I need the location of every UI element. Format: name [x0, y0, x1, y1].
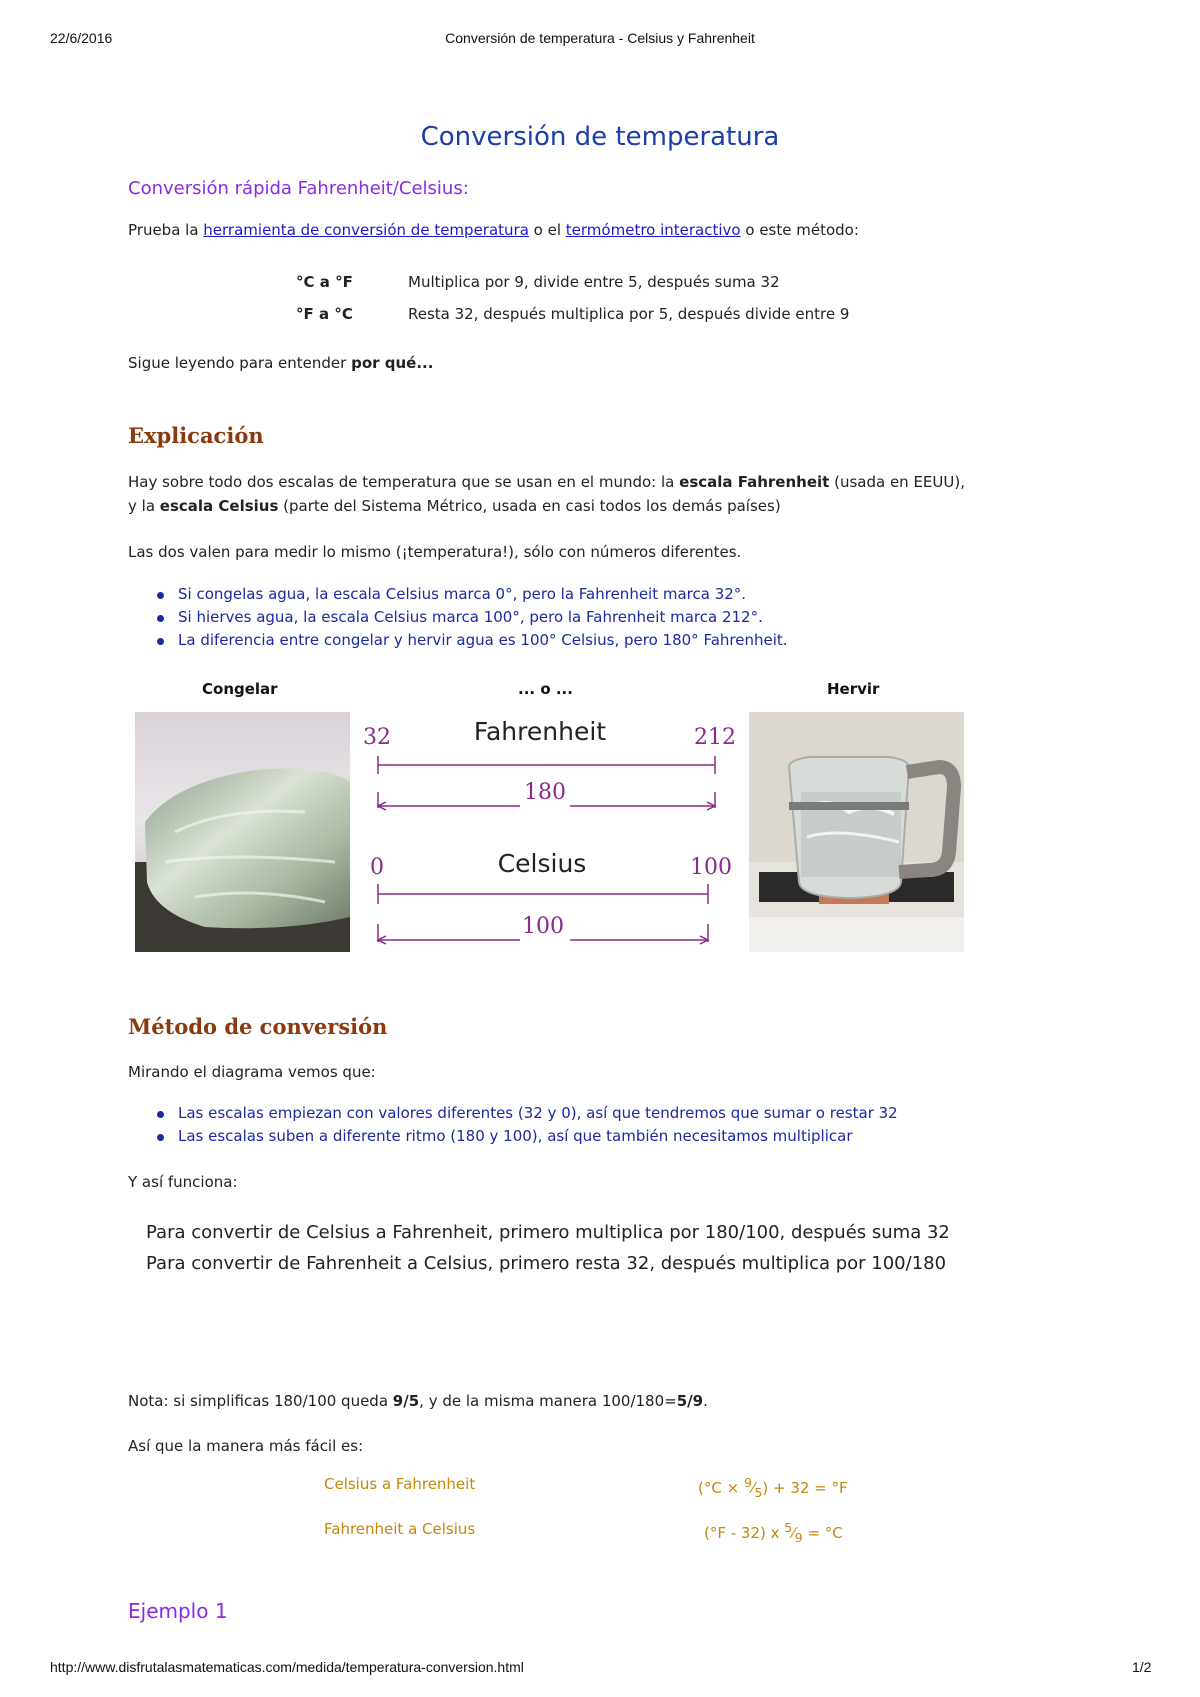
- explicacion-bullets: [152, 583, 788, 652]
- text: = °C: [802, 1524, 843, 1542]
- print-date: 22/6/2016: [50, 30, 113, 46]
- list-item: Las escalas empiezan con valores diferentes (32 y 0), así que tendremos que sumar o restar 32: [152, 1102, 898, 1125]
- text: Nota: si simplificas 180/100 queda: [128, 1392, 393, 1410]
- easy-way: Así que la manera más fácil es:: [128, 1437, 364, 1455]
- fahrenheit-span-label: 180: [524, 780, 566, 805]
- explicacion-heading: Explicación: [128, 423, 264, 448]
- nota: [128, 1389, 708, 1413]
- read-more-bold: por qué...: [351, 354, 434, 372]
- converter-tool-link[interactable]: herramienta de conversión de temperatura: [203, 221, 529, 239]
- celsius-low-label: 0: [370, 855, 384, 880]
- fahrenheit-high-label: 212: [694, 725, 736, 750]
- caption-or: ... o ...: [518, 680, 573, 698]
- numerator: 9: [743, 1475, 752, 1490]
- quick-intro-start: Prueba la: [128, 221, 204, 239]
- rule-f-to-c: Para convertir de Fahrenheit a Celsius, primero resta 32, después multiplica por 100/180: [146, 1253, 947, 1274]
- numerator: 5: [784, 1520, 793, 1535]
- page-title: Conversión de temperatura: [420, 122, 780, 152]
- celsius-high-label: 100: [690, 855, 732, 880]
- ice-photo: [135, 712, 350, 952]
- list-item: La diferencia entre congelar y hervir agua es 100° Celsius, pero 180° Fahrenheit.: [152, 629, 788, 652]
- print-header-title: Conversión de temperatura - Celsius y Fahrenheit: [445, 30, 755, 46]
- quick-intro-mid: o el: [528, 221, 566, 239]
- footer-url: http://www.disfrutalasmatematicas.com/medida/temperatura-conversion.html: [50, 1659, 524, 1675]
- text: (°C ×: [698, 1479, 744, 1497]
- celsius-scale-term: escala Celsius: [159, 497, 279, 515]
- text: y la: [128, 497, 160, 515]
- formula-f-to-c: (°F - 32) x $^5⁄_9 = ^\circ C$: [704, 1520, 843, 1545]
- boiling-water-photo: [749, 712, 964, 952]
- metodo-intro: Mirando el diagrama vemos que:: [128, 1063, 376, 1081]
- quick-row-text: Multiplica por 9, divide entre 5, después suma 32: [408, 273, 780, 291]
- interactive-thermometer-link[interactable]: termómetro interactivo: [565, 221, 741, 239]
- formula-label-c-to-f: Celsius a Fahrenheit: [324, 1475, 476, 1493]
- ejemplo-heading: Ejemplo 1: [128, 1599, 228, 1623]
- denominator: 9: [794, 1530, 803, 1545]
- fahrenheit-scale-term: escala Fahrenheit: [679, 473, 830, 491]
- text: , y de la misma manera 100/180=: [419, 1392, 677, 1410]
- quick-row-key: °C a °F: [296, 273, 353, 291]
- text: ) + 32 = °F: [762, 1479, 848, 1497]
- celsius-span-label: 100: [522, 914, 564, 939]
- metodo-asi: Y así funciona:: [128, 1173, 238, 1191]
- fraction-9-5: 9/5: [392, 1392, 420, 1410]
- metodo-heading: Método de conversión: [128, 1014, 388, 1039]
- list-item: Si congelas agua, la escala Celsius marca 0°, pero la Fahrenheit marca 32°.: [152, 583, 788, 606]
- quick-intro-end: o este método:: [740, 221, 859, 239]
- quick-row-c-to-f: [296, 273, 780, 291]
- quick-row-key: °F a °C: [296, 305, 353, 323]
- fahrenheit-low-label: 32: [363, 725, 391, 750]
- quick-conversion-heading: Conversión rápida Fahrenheit/Celsius:: [128, 178, 469, 199]
- read-more-text: Sigue leyendo para entender: [128, 354, 352, 372]
- page-number: 1/2: [1132, 1659, 1152, 1675]
- text: (usada en EEUU),: [829, 473, 965, 491]
- quick-row-f-to-c: [296, 305, 849, 323]
- denominator: 5: [754, 1485, 763, 1500]
- quick-row-text: Resta 32, después multiplica por 5, después divide entre 9: [408, 305, 850, 323]
- formula-c-to-f: $(^\circ C \times ^9⁄_5) + 32 = ^\circ F$: [698, 1475, 848, 1500]
- formula-label-f-to-c: Fahrenheit a Celsius: [324, 1520, 476, 1538]
- scale-diagram: [360, 712, 740, 957]
- metodo-bullets: [152, 1102, 898, 1148]
- text: Hay sobre todo dos escalas de temperatura que se usan en el mundo: la: [128, 473, 680, 491]
- fraction-5-9: 5/9: [676, 1392, 704, 1410]
- fahrenheit-scale-label: Fahrenheit: [473, 717, 607, 746]
- list-item: Las escalas suben a diferente ritmo (180 y 100), así que también necesitamos multiplicar: [152, 1125, 898, 1148]
- read-more: [128, 351, 433, 375]
- caption-freeze: Congelar: [202, 680, 278, 698]
- quick-intro: [128, 218, 859, 242]
- explicacion-p2: Las dos valen para medir lo mismo (¡temperatura!), sólo con números diferentes.: [128, 543, 742, 561]
- text: .: [703, 1392, 708, 1410]
- text: (parte del Sistema Métrico, usada en casi todos los demás países): [278, 497, 781, 515]
- list-item: Si hierves agua, la escala Celsius marca 100°, pero la Fahrenheit marca 212°.: [152, 606, 788, 629]
- rule-c-to-f: Para convertir de Celsius a Fahrenheit, primero multiplica por 180/100, después suma 32: [146, 1222, 950, 1243]
- celsius-scale-label: Celsius: [497, 849, 587, 878]
- caption-boil: Hervir: [827, 680, 880, 698]
- text: (°F - 32) x: [704, 1524, 785, 1542]
- explicacion-p1: [128, 470, 965, 518]
